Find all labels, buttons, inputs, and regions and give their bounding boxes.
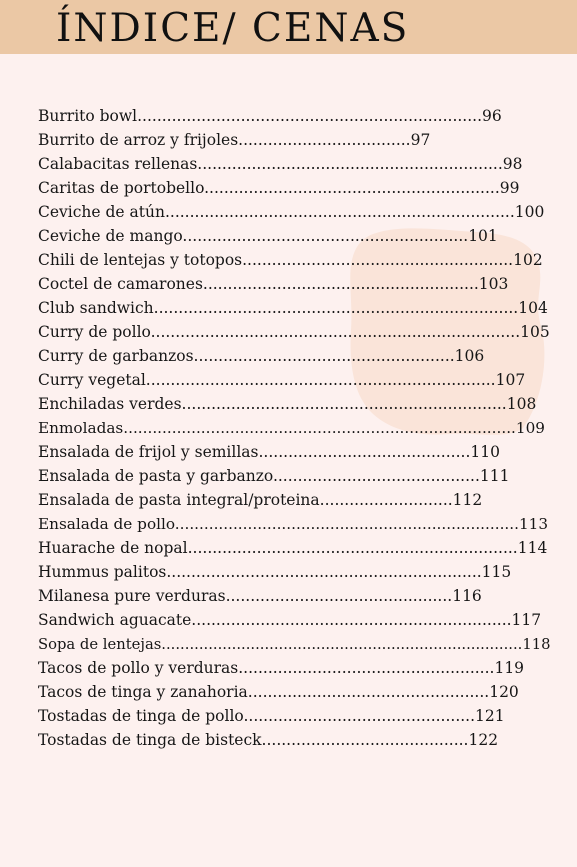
toc-entry xyxy=(38,417,545,439)
toc-entry xyxy=(38,345,484,367)
toc-entry-text: Club sandwich..........................................................................104 xyxy=(38,299,548,317)
toc-entry xyxy=(38,129,430,151)
toc-entry-text: Coctel de camarones........................................................103 xyxy=(38,275,509,293)
page-title: ÍNDICE/ CENAS xyxy=(56,6,410,51)
toc-entry xyxy=(38,609,541,631)
toc-entry xyxy=(38,321,550,343)
toc-entry-text: Milanesa pure verduras..............................................116 xyxy=(38,587,482,605)
toc-entry-text: Tostadas de tinga de pollo...............................................121 xyxy=(38,707,505,725)
toc-entry-text: Huarache de nopal...................................................................114 xyxy=(38,539,548,557)
toc-entry-text: Ensalada de pasta integral/proteina...........................112 xyxy=(38,491,483,509)
toc-entry-text: Burrito de arroz y frijoles...................................97 xyxy=(38,131,431,149)
toc-entry xyxy=(38,201,544,223)
toc-entry xyxy=(38,705,505,727)
toc-entry-text: Calabacitas rellenas..............................................................98 xyxy=(38,155,523,173)
toc-entry-text: Enmoladas.................................................................................109 xyxy=(38,419,546,437)
toc-entry-text: Tacos de tinga y zanahoria.................................................120 xyxy=(38,683,519,701)
toc-entry xyxy=(38,369,525,391)
toc-entry xyxy=(38,585,482,607)
toc-entry xyxy=(38,729,498,751)
toc-entry xyxy=(38,681,519,703)
toc-entry xyxy=(38,225,498,247)
toc-entry-text: Ensalada de pollo.......................................................................113 xyxy=(38,515,549,533)
toc-entry xyxy=(38,177,519,199)
toc-entry-text: Burrito bowl......................................................................96 xyxy=(38,107,502,125)
toc-entry-text: Tacos de pollo y verduras....................................................119 xyxy=(38,659,525,677)
toc-entry xyxy=(38,273,508,295)
toc-entry-text: Ensalada de frijol y semillas...........................................110 xyxy=(38,443,500,461)
toc-entry-text: Enchiladas verdes..................................................................108 xyxy=(38,395,537,413)
toc-entry-text: Tostadas de tinga de bisteck..........................................122 xyxy=(38,731,499,749)
toc-entry xyxy=(38,465,509,487)
toc-entry xyxy=(38,297,548,319)
toc-entry xyxy=(38,513,548,535)
toc-entry-text: Caritas de portobello............................................................99 xyxy=(38,179,520,197)
toc-entry xyxy=(38,633,550,655)
toc-entry xyxy=(38,249,543,271)
toc-entry xyxy=(38,393,536,415)
toc-entry-text: Hummus palitos................................................................115 xyxy=(38,563,512,581)
toc-entry-text: Ceviche de mango..........................................................101 xyxy=(38,227,498,245)
toc-entry-text: Chili de lentejas y totopos.......................................................102 xyxy=(38,251,543,269)
toc-entry-text: Curry de pollo...........................................................................105 xyxy=(38,323,550,341)
toc-entry-text: Curry vegetal.......................................................................107 xyxy=(38,371,526,389)
toc-entry xyxy=(38,153,523,175)
toc-entry xyxy=(38,561,511,583)
toc-entry-text: Ceviche de atún.......................................................................100 xyxy=(38,203,545,221)
toc-entry xyxy=(38,489,482,511)
toc-entry xyxy=(38,657,524,679)
toc-entry-text: Sopa de lentejas.............................................................................118 xyxy=(38,636,551,653)
toc-entry xyxy=(38,105,502,127)
toc-entry-text: Sandwich aguacate.................................................................117 xyxy=(38,611,542,629)
toc-entry xyxy=(38,537,547,559)
toc-entry xyxy=(38,441,500,463)
toc-entry-text: Curry de garbanzos.....................................................106 xyxy=(38,347,485,365)
toc-entry-text: Ensalada de pasta y garbanzo..........................................111 xyxy=(38,467,510,485)
